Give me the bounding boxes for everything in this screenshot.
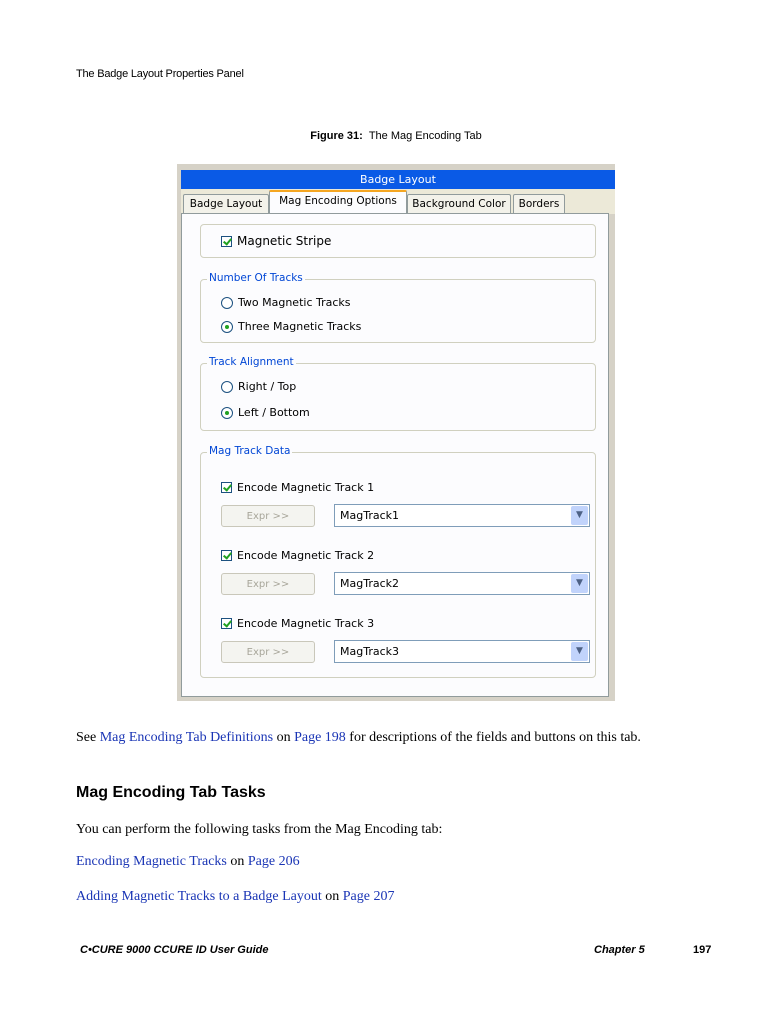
tab-badge-layout[interactable]: Badge Layout	[183, 194, 269, 213]
dialog-title: Badge Layout	[181, 170, 615, 189]
running-head: The Badge Layout Properties Panel	[76, 68, 244, 80]
track-3-select[interactable]	[334, 640, 590, 663]
expr-button-track-1[interactable]: Expr >>	[221, 505, 315, 527]
page-198-link[interactable]: Page 198	[294, 730, 346, 745]
see-on: on	[276, 730, 291, 745]
radio-right-top[interactable]	[221, 380, 296, 393]
footer-page-number: 197	[693, 944, 712, 956]
chevron-down-icon[interactable]: ▼	[571, 642, 588, 661]
tab-borders[interactable]: Borders	[513, 194, 565, 213]
encode-track-1-label: Encode Magnetic Track 1	[237, 481, 375, 494]
radio-unselected-icon	[221, 381, 233, 393]
radio-selected-icon	[221, 321, 233, 333]
encode-track-3-checkbox[interactable]	[221, 617, 374, 630]
section-intro: You can perform the following tasks from the Mag Encoding tab:	[76, 822, 443, 837]
track-2-value: MagTrack2	[340, 577, 399, 590]
adding-magnetic-tracks-link[interactable]: Adding Magnetic Tracks to a Badge Layout	[76, 889, 322, 904]
see-prefix: See	[76, 730, 97, 745]
radio-right-top-label: Right / Top	[238, 380, 297, 393]
radio-left-bottom[interactable]	[221, 406, 310, 419]
tab-strip	[181, 189, 615, 214]
figure-title: The Mag Encoding Tab	[368, 130, 482, 142]
footer-chapter: Chapter 5	[594, 944, 645, 956]
mag-track-data-group	[200, 445, 596, 678]
task-item	[76, 854, 300, 870]
radio-two-tracks-label: Two Magnetic Tracks	[238, 296, 351, 309]
encode-track-2-label: Encode Magnetic Track 2	[237, 549, 375, 562]
mag-encoding-definitions-link[interactable]: Mag Encoding Tab Definitions	[99, 730, 274, 745]
figure-label: Figure 31:	[310, 130, 363, 142]
figure-caption	[0, 130, 768, 142]
track-2-select[interactable]	[334, 572, 590, 595]
track-1-select[interactable]	[334, 504, 590, 527]
chevron-down-icon[interactable]: ▼	[571, 506, 588, 525]
track-alignment-group	[200, 356, 596, 431]
encode-track-1-checkbox[interactable]	[221, 481, 374, 494]
page-207-link[interactable]: Page 207	[342, 889, 395, 904]
track-alignment-legend: Track Alignment	[209, 356, 294, 368]
task-on: on	[230, 854, 245, 869]
task-on: on	[325, 889, 340, 904]
magnetic-stripe-checkbox[interactable]	[221, 234, 331, 248]
see-definitions-line	[76, 730, 641, 746]
page-206-link[interactable]: Page 206	[247, 854, 300, 869]
checkbox-checked-icon	[221, 236, 232, 247]
tab-mag-encoding-options[interactable]: Mag Encoding Options	[269, 190, 407, 214]
radio-left-bottom-label: Left / Bottom	[238, 406, 310, 419]
chevron-down-icon[interactable]: ▼	[571, 574, 588, 593]
expr-button-track-3[interactable]: Expr >>	[221, 641, 315, 663]
track-3-value: MagTrack3	[340, 645, 399, 658]
radio-three-tracks[interactable]	[221, 320, 361, 333]
magnetic-stripe-group	[200, 224, 596, 258]
badge-layout-dialog	[177, 164, 615, 701]
task-item	[76, 889, 394, 905]
expr-button-track-2[interactable]: Expr >>	[221, 573, 315, 595]
radio-two-tracks[interactable]	[221, 296, 351, 309]
radio-unselected-icon	[221, 297, 233, 309]
mag-track-data-legend: Mag Track Data	[209, 445, 291, 457]
checkbox-checked-icon	[221, 482, 232, 493]
radio-selected-icon	[221, 407, 233, 419]
magnetic-stripe-label: Magnetic Stripe	[237, 234, 332, 248]
footer-title: C•CURE 9000 CCURE ID User Guide	[80, 944, 269, 956]
section-heading: Mag Encoding Tab Tasks	[76, 784, 266, 801]
radio-three-tracks-label: Three Magnetic Tracks	[238, 320, 362, 333]
see-suffix: for descriptions of the fields and buttons on this tab.	[349, 730, 641, 745]
encode-track-3-label: Encode Magnetic Track 3	[237, 617, 375, 630]
checkbox-checked-icon	[221, 618, 232, 629]
tab-background-color[interactable]: Background Color	[407, 194, 511, 213]
track-1-value: MagTrack1	[340, 509, 399, 522]
checkbox-checked-icon	[221, 550, 232, 561]
encoding-magnetic-tracks-link[interactable]: Encoding Magnetic Tracks	[76, 854, 227, 869]
encode-track-2-checkbox[interactable]	[221, 549, 374, 562]
mag-encoding-panel	[181, 213, 609, 697]
number-of-tracks-group	[200, 272, 596, 343]
number-of-tracks-legend: Number Of Tracks	[209, 272, 303, 284]
